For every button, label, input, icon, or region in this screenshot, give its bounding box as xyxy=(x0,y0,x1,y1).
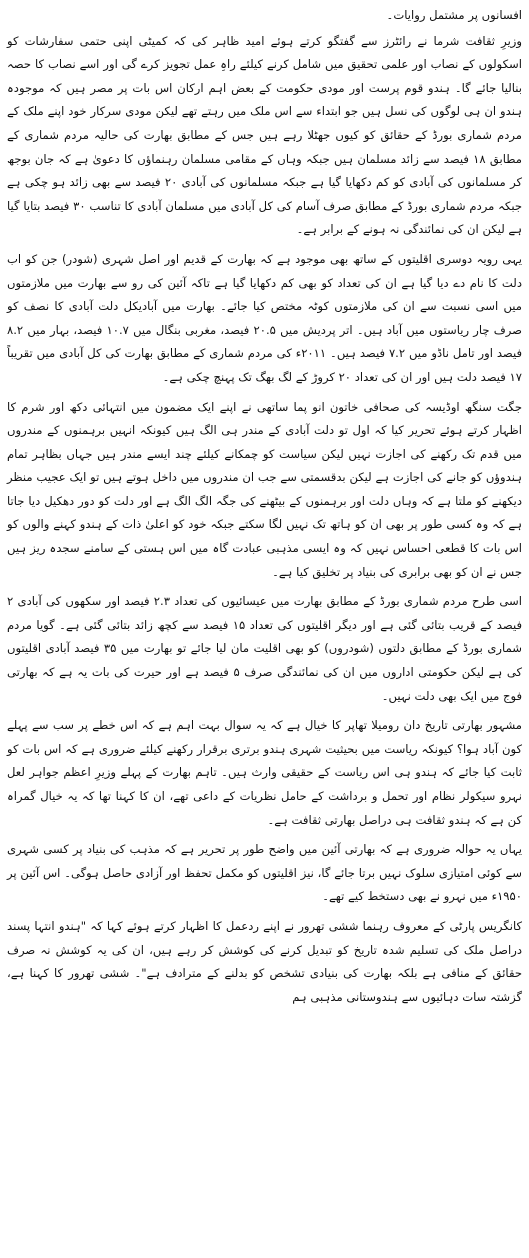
article-paragraph: جگت سنگھ اوڈیسہ کی صحافی خاتون انو پما ساتھی نے اپنے ایک مضمون میں انتہائی دکھ اور شرم کا اظہار کرتے ہوئے تحریر کیا کہ اول تو دلت آبادی کے مندر ہی الگ ہیں کیونکہ انہیں برہمنوں کے مندروں میں قدم تک رکھنے کی اجازت نہیں لیکن سیاست کو چمکانے کیلئے چند ایسے مندر ہیں جہاں بظاہر تمام ہندوؤں کو جانے کی اجازت ہے لیکن بدقسمتی سے جب ان مندروں میں داخل ہوتے ہیں تو ایک عجیب منظر دیکھنے کو ملتا ہے کہ وہاں دلت اور برہمنوں کے بیٹھنے کی جگہ الگ الگ ہے اور دلت کو دور دھکیل دیا جاتا ہے کہ وہ کسی طور پر بھی ان کو ہاتھ تک نہیں لگا سکتے جبکہ خود کو اعلیٰ ذات کے ہندو کہنے والوں کو اس بات کا قطعی احساس نہیں کہ وہ ایسی مذہبی عبادت گاہ میں اس ہستی کے سامنے سجدہ ریز ہیں جس نے ان کو بھی برابری کی بنیاد پر تخلیق کیا ہے۔ xyxy=(7,399,522,579)
article-paragraph: کانگریس پارٹی کے معروف رہنما ششی تھرور نے اپنے ردعمل کا اظہار کرتے ہوئے کہا کہ "ہندو انتہا پسند دراصل ملک کی تسلیم شدہ تاریخ کو تبدیل کرنے کی کوشش کر رہے ہیں، ان کی یہ کوشش نہ صرف حقائق کے منافی ہے بلکہ بھارت کی بنیادی تشخص کو بدلنے کے مترادف ہے"۔ ششی تھرور کا کہنا ہے، گزشتہ سات دہائیوں سے ہندوستانی مذہبی ہم xyxy=(7,918,522,1004)
article-paragraph: افسانوں پر مشتمل روایات۔ xyxy=(386,8,522,22)
article-paragraph: یہی رویہ دوسری اقلیتوں کے ساتھ بھی موجود ہے کہ بھارت کے قدیم اور اصل شہری (شودر) جن کو اب دلت کا نام دے دیا گیا ہے ان کی تعداد کو بھی کم دکھایا گیا ہے تاکہ آئین کی رو سے بھارت میں ملازمتوں میں اسی نسبت سے ان کی ملازمتوں کوٹہ مختص کیا جائے۔ بھارت میں آبادیکل دلت آبادی کا نصف کو صرف چار ریاستوں میں آباد ہیں۔ اتر پردیش میں ۲۰.۵ فیصد، مغربی بنگال میں ۱۰.۷ فیصد، بہار میں ۸.۲ فیصد اور تامل ناڈو میں ۷.۲ فیصد ہیں۔ ۲۰۱۱ء کی مردم شماری کے مطابق بھارت کی کل آبادی میں تقریباً ۱۷ فیصد دلت ہیں اور ان کی تعداد ۲۰ کروڑ کے لگ بھگ تک پہنچ چکی ہے۔ xyxy=(7,251,522,384)
article-paragraph: وزیرِ ثقافت شرما نے رائٹرز سے گفتگو کرتے ہوئے امید ظاہر کی کہ کمیٹی اپنی حتمی سفارشات کو اسکولوں کے نصاب اور علمی تحقیق میں شامل کرنے کیلئے راہِ عمل تجویز کرے گی اور اسے نصاب کا حصہ بنالیا جائے گا۔ ہندو قوم پرست اور مودی حکومت کے بعض اہم ارکان اس بات پر مصر ہیں کہ موجودہ ہندو ان ہی لوگوں کی نسل ہیں جو ابتداء سے اس ملک میں رہتے تھے لیکن مودی سرکار خود اپنے ملک کے مردم شماری بورڈ کے حقائق کو کیوں جھٹلا رہے ہیں جس کے مطابق بھارت کی حالیہ مردم شماری کے مطابق ۱۸ فیصد سے زائد مسلمان ہیں جبکہ وہاں کے مقامی مسلمان رہنماؤں کا دعویٰ ہے کہ جان بوجھ کر مسلمانوں کی آبادی کو کم دکھایا گیا ہے جبکہ مسلمانوں کی آبادی ۲۰ فیصد سے بھی زائد ہو چکی ہے جبکہ مردم شماری بورڈ کے مطابق صرف آسام کی کل آبادی میں مسلمان آبادی کا تناسب ۳۰ فیصد بتایا گیا ہے لیکن ان کی نمائندگی نہ ہونے کے برابر ہے۔ xyxy=(7,33,523,237)
article-paragraph: یہاں یہ حوالہ ضروری ہے کہ بھارتی آئین میں واضح طور پر تحریر ہے کہ مذہب کی بنیاد پر کسی شہری سے کوئی امتیازی سلوک نہیں برتا جائے گا، نیز اقلیتوں کو مکمل تحفظ اور آزادی حاصل ہوگی۔ اس آئین پر ۱۹۵۰ء میں نہرو نے بھی دستخط کیے تھے۔ xyxy=(7,842,522,904)
article-paragraph: اسی طرح مردم شماری بورڈ کے مطابق بھارت میں عیسائیوں کی تعداد ۲.۳ فیصد اور سکھوں کی آبادی ۲ فیصد کے قریب بتائی گئی ہے اور دیگر اقلیتوں کی تعداد ۱۵ فیصد سے کچھ زائد بتائی گئی ہے۔ گویا مردم شماری بورڈ کے مطابق دلتوں (شودروں) کو بھی اقلیت مان لیا جائے تو بھارت میں ۳۵ فیصد آبادی اقلیتوں کی ہے لیکن حکومتی اداروں میں ان کی نمائندگی صرف ۵ فیصد ہے اور حیرت کی بات یہ ہے کہ بھارتی فوج میں ایک بھی دلت نہیں۔ xyxy=(7,594,523,703)
article-paragraph: مشہور بھارتی تاریخ دان رومیلا تھاپر کا خیال ہے کہ یہ سوال بہت اہم ہے کہ اس خطے پر سب سے پہلے کون آباد ہوا؟ کیونکہ ریاست میں بحیثیت شہری ہندو برتری برقرار رکھنے کیلئے ضروری ہے کہ اس بات کو ثابت کیا جائے کہ ہندو ہی اس ریاست کے حقیقی وارث ہیں۔ تاہم بھارت کے پہلے وزیرِ اعظم جواہر لعل نہرو سیکولر نظام اور تحمل و برداشت کے حامل نظریات کے داعی تھے، ان کا کہنا تھا کہ یہ خیال گمراہ کن ہے کہ ہندو ثقافت ہی دراصل بھارتی ثقافت ہے۔ xyxy=(7,718,522,827)
